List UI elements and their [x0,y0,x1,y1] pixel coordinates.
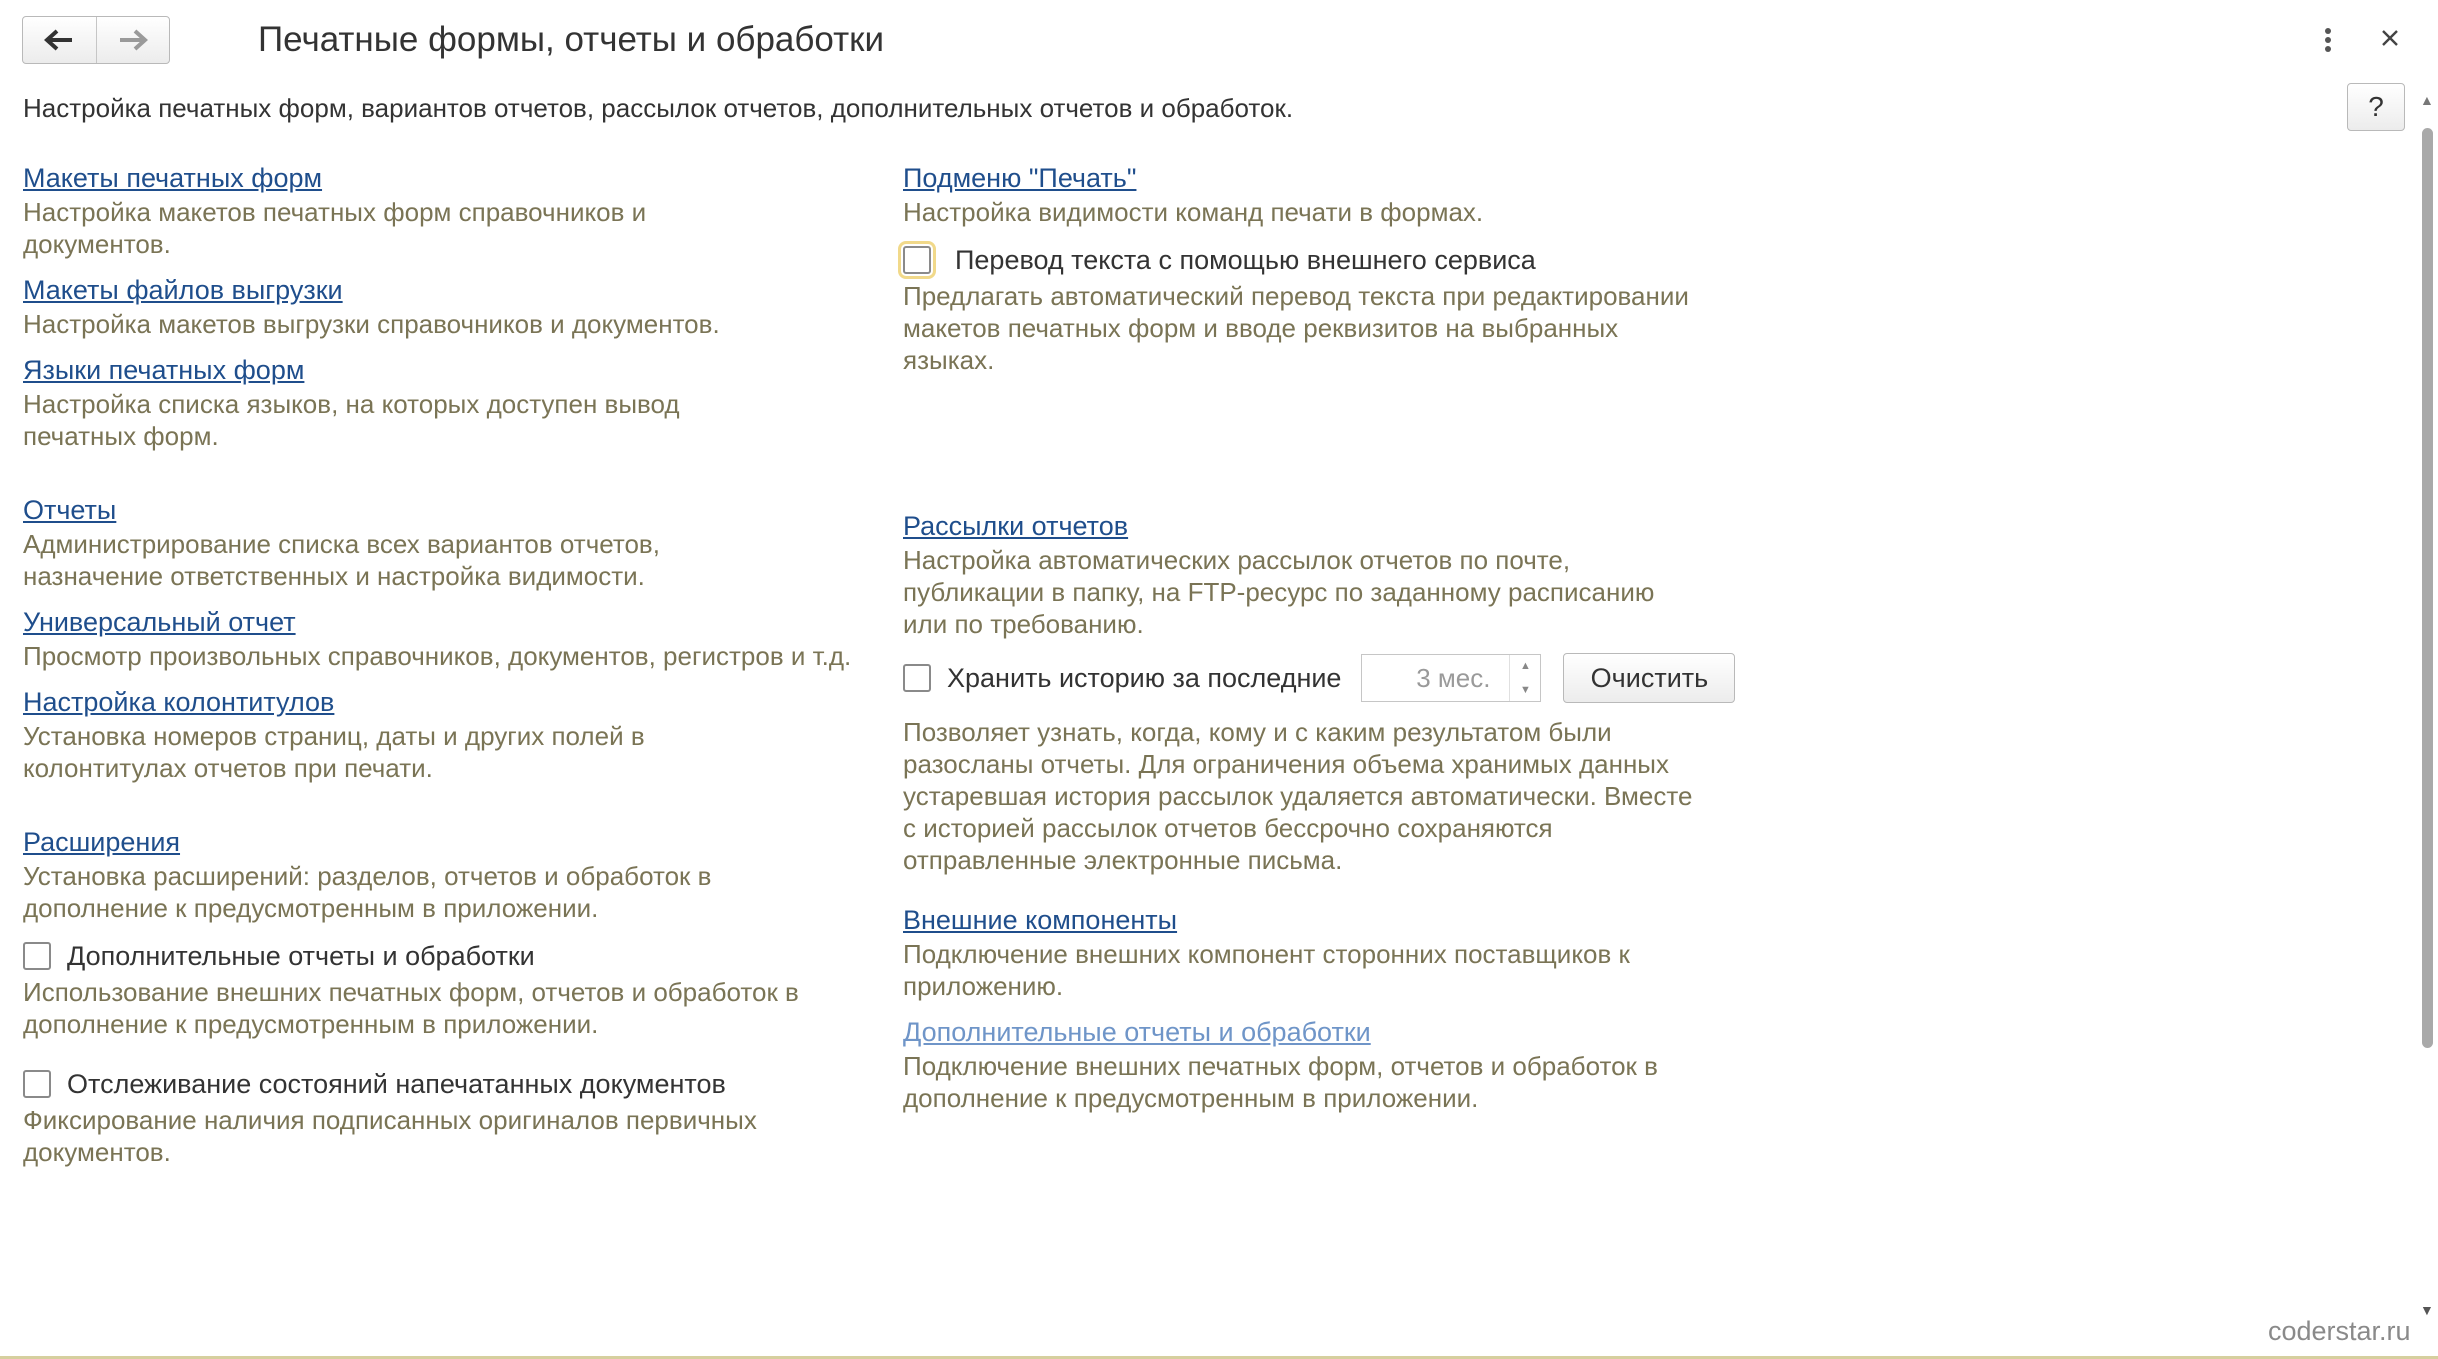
reports-description: Администрирование списка всех вариантов отчетов, назначение ответственных и настройка видимости. [23,529,660,591]
universal-report-description: Просмотр произвольных справочников, документов, регистров и т.д. [23,641,852,671]
back-button[interactable] [23,17,97,63]
history-row [903,652,1743,704]
extensions-link[interactable]: Расширения [23,827,181,857]
report-mailings-description: Настройка автоматических рассылок отчетов по почте, публикации в папку, на FTP-ресурс по заданному расписанию или по требованию. [903,545,1655,639]
external-components-description: Подключение внешних компонент сторонних поставщиков к приложению. [903,939,1630,1001]
history-description: Позволяет узнать, когда, кому и с каким результатом были разосланы отчеты. Для ограничения объема хранимых данных устаревшая история рассылок удаляется автоматически. Вместе с историей рассылок отчетов бессрочно сохраняются отправленные электронные письма. [903,717,1693,875]
translation-row [903,240,1743,280]
page-subtitle: Настройка печатных форм, вариантов отчетов, рассылок отчетов, дополнительных отчетов и обработок. [23,93,1294,123]
report-mailings-link[interactable]: Рассылки отчетов [903,511,1129,541]
close-icon[interactable] [2374,22,2406,54]
print-templates-link[interactable]: Макеты печатных форм [23,163,323,193]
print-submenu-link[interactable]: Подменю "Печать" [903,163,1137,193]
stepper-down-icon[interactable]: ▼ [1520,684,1531,696]
extensions-description: Установка расширений: разделов, отчетов и обработок в дополнение к предусмотренным в приложении. [23,861,712,923]
external-components-link[interactable]: Внешние компоненты [903,905,1178,935]
page-title: Печатные формы, отчеты и обработки [258,20,885,59]
document-tracking-label: Отслеживание состояний напечатанных документов [67,1068,726,1099]
document-tracking-description: Фиксирование наличия подписанных оригиналов первичных документов. [23,1105,757,1167]
document-tracking-row [23,1064,853,1104]
navigation-buttons [22,16,170,64]
additional-reports-link[interactable]: Дополнительные отчеты и обработки [903,1017,1371,1047]
print-languages-link[interactable]: Языки печатных форм [23,355,305,385]
additional-reports-link-description: Подключение внешних печатных форм, отчетов и обработок в дополнение к предусмотренным в приложении. [903,1051,1658,1113]
export-templates-link[interactable]: Макеты файлов выгрузки [23,275,343,305]
back-arrow-icon [44,29,74,51]
print-languages-description: Настройка списка языков, на которых доступен вывод печатных форм. [23,389,680,451]
additional-reports-row [23,936,853,976]
forward-arrow-icon [118,29,148,51]
history-period-value: 3 мес. [1416,663,1491,693]
translation-description: Предлагать автоматический перевод текста при редактировании макетов печатных форм и вводе реквизитов на выбранных языках. [903,281,1689,375]
scroll-up-arrow-icon[interactable]: ▲ [2420,92,2434,108]
forward-button[interactable] [97,17,170,63]
stepper-arrows [1509,655,1540,701]
history-period-stepper[interactable] [1361,654,1541,702]
reports-link[interactable]: Отчеты [23,495,117,525]
watermark: coderstar.ru [2268,1316,2411,1346]
print-submenu-description: Настройка видимости команд печати в формах. [903,197,1484,227]
scrollbar-thumb[interactable] [2422,128,2433,1048]
translation-label: Перевод текста с помощью внешнего сервиса [955,244,1536,275]
history-label: Хранить историю за последние [947,662,1342,693]
right-column [903,160,1743,1114]
headers-footers-link[interactable]: Настройка колонтитулов [23,687,335,717]
export-templates-description: Настройка макетов выгрузки справочников и документов. [23,309,720,339]
stepper-up-icon[interactable]: ▲ [1520,660,1531,672]
additional-reports-checkbox[interactable] [23,942,51,970]
more-icon[interactable] [2316,24,2340,56]
window-header [0,0,2438,80]
history-checkbox[interactable] [903,664,931,692]
clear-history-button[interactable]: Очистить [1563,653,1735,703]
document-tracking-checkbox[interactable] [23,1070,51,1098]
print-templates-description: Настройка макетов печатных форм справочников и документов. [23,197,647,259]
additional-reports-label: Дополнительные отчеты и обработки [67,940,535,971]
left-column [23,160,853,1168]
scroll-down-arrow-icon[interactable]: ▼ [2420,1302,2434,1318]
additional-reports-description: Использование внешних печатных форм, отчетов и обработок в дополнение к предусмотренным в приложении. [23,977,799,1039]
headers-footers-description: Установка номеров страниц, даты и других полей в колонтитулах отчетов при печати. [23,721,645,783]
translation-checkbox[interactable] [903,246,931,274]
universal-report-link[interactable]: Универсальный отчет [23,607,296,637]
help-button[interactable]: ? [2347,83,2405,131]
